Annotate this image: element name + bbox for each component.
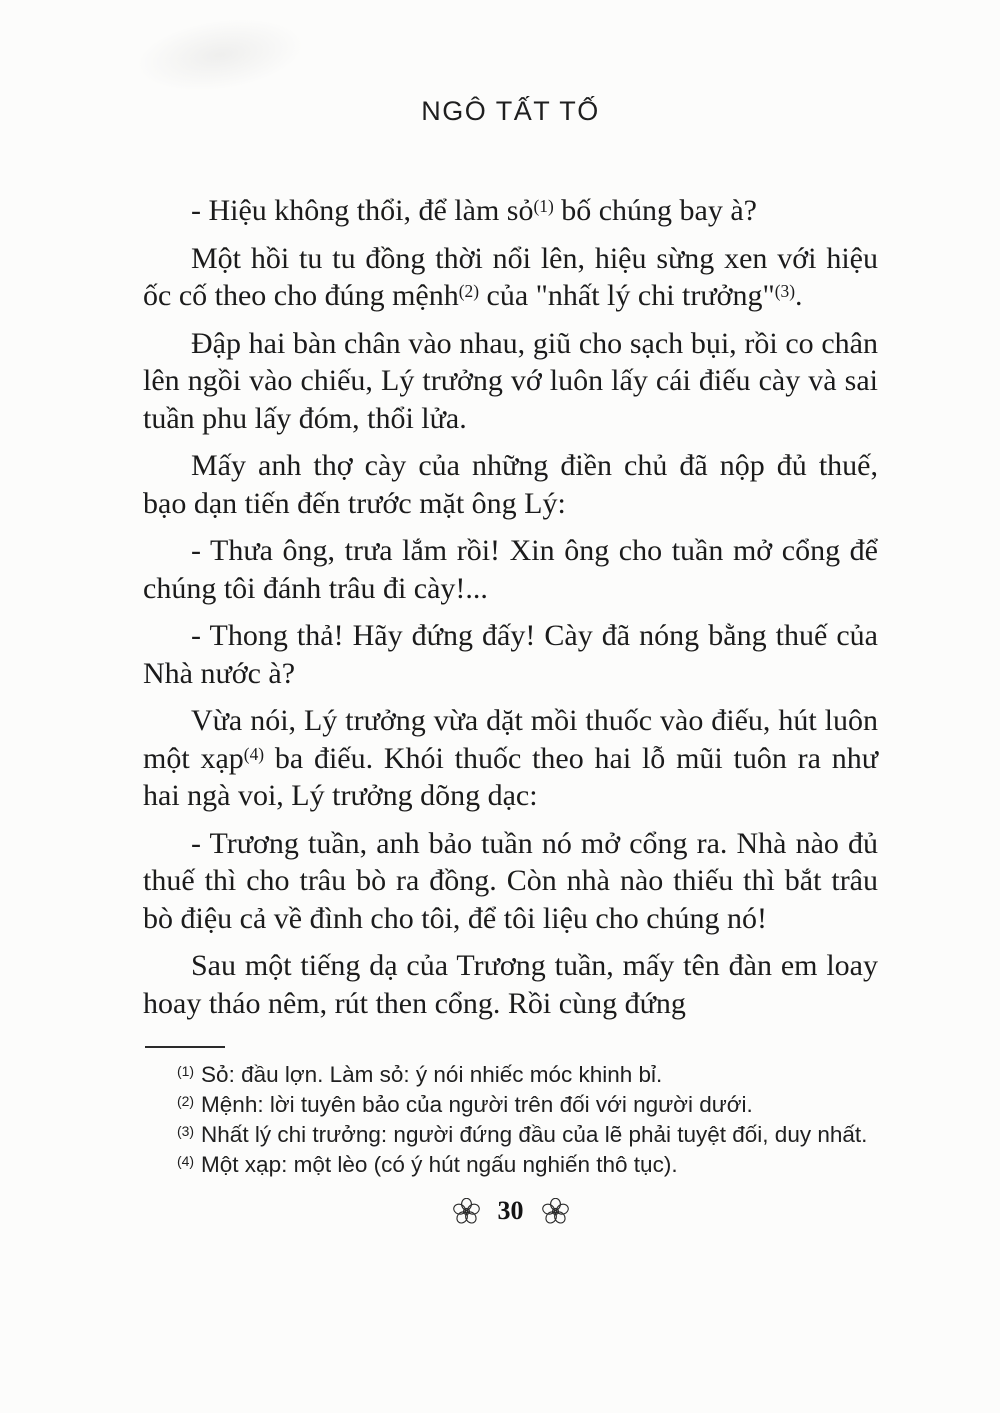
paragraph (143, 617, 878, 692)
paragraph-text: - Thưa ông, trưa lắm rồi! Xin ông cho tuần mở cổng để chúng tôi đánh trâu đi cày!... (143, 534, 878, 605)
footnote (177, 1090, 878, 1120)
paragraph (143, 192, 878, 230)
footnote-text: Mệnh: lời tuyên bảo của người trên đối với người dưới. (201, 1092, 753, 1117)
footnote-text: Sỏ: đầu lợn. Làm sỏ: ý nói nhiếc móc khinh bỉ. (201, 1062, 663, 1087)
paragraph-text: Một hồi tu tu đồng thời nổi lên, hiệu sừng xen với hiệu ốc cố theo cho đúng mệnh (143, 241, 878, 312)
footnote (177, 1150, 878, 1180)
footnote-text: Một xạp: một lèo (có ý hút ngấu nghiến thô tục). (201, 1152, 678, 1177)
paragraph-text: . (795, 279, 803, 312)
flower-ornament-icon (542, 1198, 569, 1225)
paragraph-text: ba điếu. Khói thuốc theo hai lỗ mũi tuôn ra như hai ngà voi, Lý trưởng dõng dạc: (143, 741, 878, 812)
footnote-marker: (2) (177, 1093, 195, 1109)
page-number: 30 (497, 1196, 524, 1225)
footnote-ref: (4) (243, 743, 265, 764)
paragraph (143, 240, 878, 315)
footnote (177, 1120, 878, 1150)
paragraph-text: của "nhất lý chi trưởng" (479, 279, 775, 312)
footnote-ref: (1) (533, 196, 554, 216)
paragraph (143, 447, 878, 522)
paragraph-text: Đập hai bàn chân vào nhau, giũ cho sạch bụi, rồi co chân lên ngồi vào chiếu, Lý trưởng vớ luôn lấy cái điếu cày và sai tuần phu lấy đóm, thổi lửa. (143, 326, 878, 435)
footnote-divider (145, 1046, 225, 1048)
paragraph (143, 702, 878, 815)
footnote-ref: (2) (458, 281, 480, 301)
page-content (143, 0, 878, 1226)
paragraph (143, 532, 878, 607)
paragraph-text: Sau một tiếng dạ của Trương tuần, mấy tên đàn em loay hoay tháo nêm, rút then cổng. Rồi cùng đứng (143, 949, 878, 1020)
footnote-text: Nhất lý chi trưởng: người đứng đầu của lẽ phải tuyệt đối, duy nhất. (201, 1122, 868, 1147)
paragraph-text: Vừa nói, Lý trưởng vừa dặt mồi thuốc vào điếu, hút luôn một xạp (143, 704, 878, 775)
footnote-marker: (3) (177, 1123, 195, 1139)
paragraph-text: - Thong thả! Hãy đứng đấy! Cày đã nóng bằng thuế của Nhà nước à? (143, 619, 878, 690)
paragraph-text: bố chúng bay à? (553, 194, 757, 227)
paragraph (143, 825, 878, 938)
footnote (177, 1060, 878, 1090)
flower-ornament-icon (453, 1198, 480, 1225)
footnote-marker: (4) (177, 1153, 195, 1169)
footnote-marker: (1) (177, 1063, 195, 1079)
paragraph (143, 947, 878, 1022)
page-footer (143, 1196, 878, 1226)
paragraph-text: Mấy anh thợ cày của những điền chủ đã nộp đủ thuế, bạo dạn tiến đến trước mặt ông Lý: (143, 449, 878, 520)
page-header-author: NGÔ TẤT TỐ (421, 96, 600, 126)
paragraph (143, 325, 878, 438)
footnote-ref: (3) (774, 281, 796, 301)
body-text (143, 192, 878, 1022)
paragraph-text: - Hiệu không thổi, để làm sỏ (191, 194, 534, 227)
footnotes (143, 1060, 878, 1180)
paragraph-text: - Trương tuần, anh bảo tuần nó mở cổng ra. Nhà nào đủ thuế thì cho trâu bò ra đồng. Còn nhà nào thiếu thì bắt trâu bò điệu cả về đình cho tôi, để tôi liệu cho chúng nó! (143, 826, 878, 935)
